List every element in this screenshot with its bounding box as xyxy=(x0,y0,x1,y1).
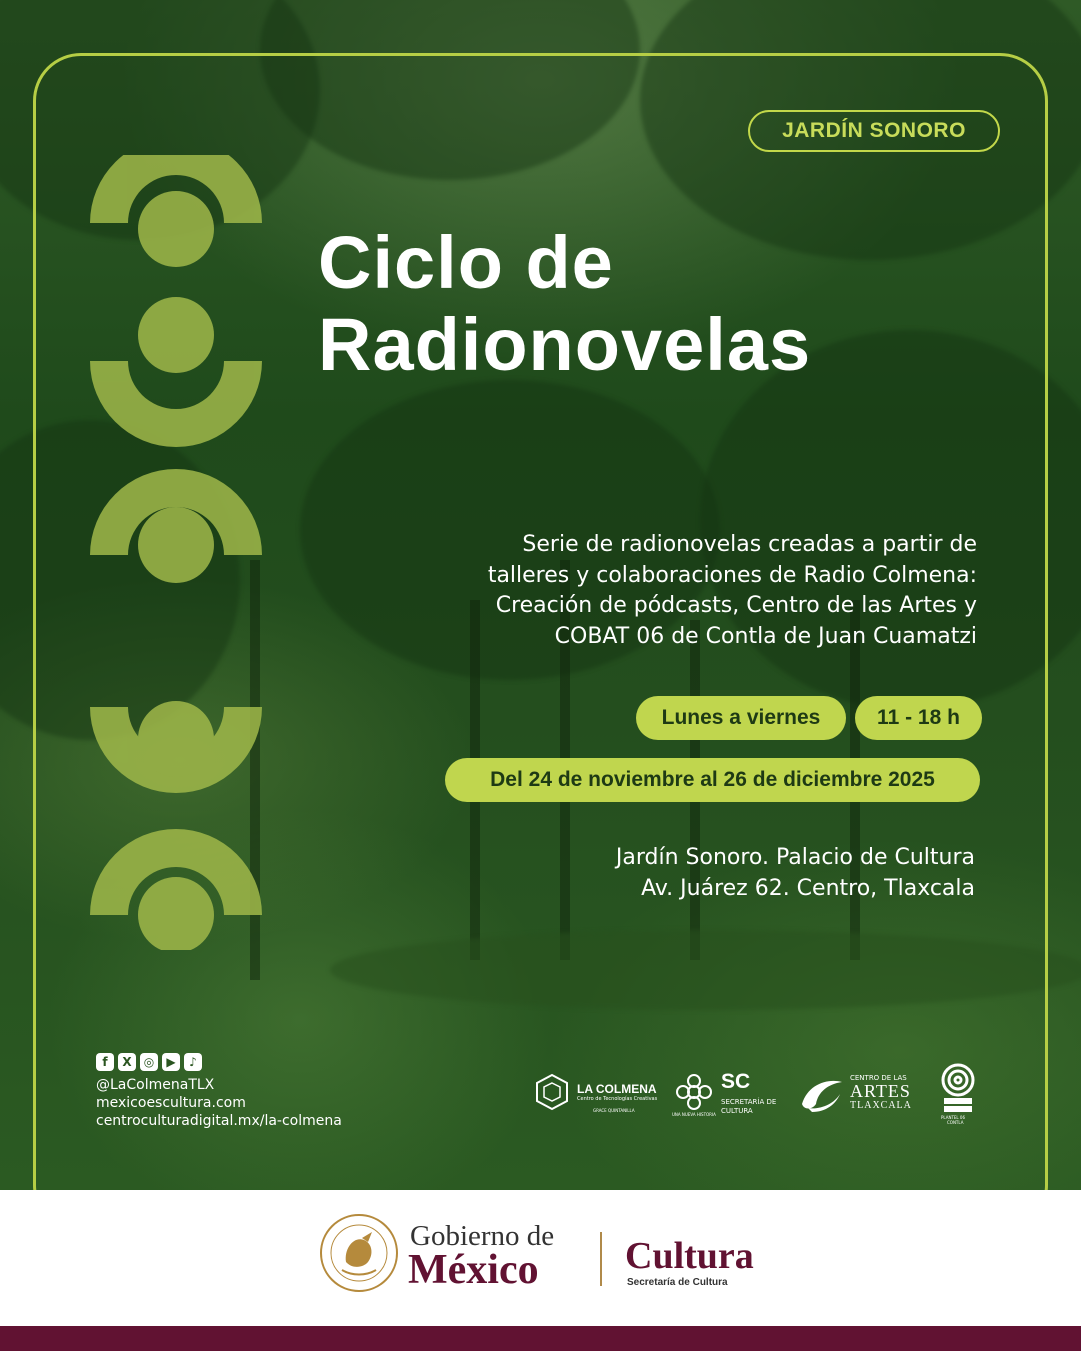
event-description xyxy=(357,530,977,652)
colmena-sub: Centro de Tecnologías Creativas xyxy=(577,1096,658,1102)
website-link[interactable]: mexicoescultura.com xyxy=(96,1095,246,1111)
days-pill: Lunes a viernes xyxy=(636,696,846,740)
title-line-2: Radionovelas xyxy=(318,303,812,386)
x-icon[interactable]: X xyxy=(118,1053,136,1071)
event-tag: JARDÍN SONORO xyxy=(748,110,1000,152)
description-line: Creación de pódcasts, Centro de las Artes y xyxy=(495,593,977,618)
plantel-line1: PLANTEL 06 xyxy=(941,1115,966,1120)
mexico-seal-icon xyxy=(318,1212,400,1294)
facebook-icon[interactable]: f xyxy=(96,1053,114,1071)
plantel-logo xyxy=(938,1062,978,1126)
contact-info xyxy=(96,1076,342,1130)
sc-abbr: SC xyxy=(721,1070,751,1093)
artes-line3: TLAXCALA xyxy=(850,1100,912,1111)
colmena-name: LA COLMENA xyxy=(577,1082,657,1096)
radio-wave-motif xyxy=(90,155,262,950)
artes-line2: ARTES xyxy=(850,1081,911,1101)
footer-divider xyxy=(600,1232,602,1286)
venue-line-2: Av. Juárez 62. Centro, Tlaxcala xyxy=(641,876,975,901)
hexagon-icon xyxy=(535,1073,569,1111)
sc-line1: SECRETARÍA DE xyxy=(721,1098,777,1106)
instagram-icon[interactable]: ◎ xyxy=(140,1053,158,1071)
hours-pill: 11 - 18 h xyxy=(855,696,982,740)
plantel-line2: CONTLA xyxy=(947,1120,964,1125)
cultura-label: Cultura xyxy=(625,1235,754,1277)
social-icons xyxy=(96,1053,202,1071)
dates-pill: Del 24 de noviembre al 26 de diciembre 2025 xyxy=(445,758,980,802)
colmena-sub2: GRACE QUINTANILLA xyxy=(593,1108,635,1113)
gobierno-label: Gobierno de xyxy=(410,1220,555,1252)
venue-address xyxy=(616,842,975,904)
youtube-icon[interactable]: ▶ xyxy=(162,1053,180,1071)
sc-logo xyxy=(672,1070,782,1120)
artes-line1: CENTRO DE LAS xyxy=(850,1074,907,1082)
flower-emblem-icon xyxy=(674,1072,714,1112)
sc-motto: UNA NUEVA HISTORIA xyxy=(672,1112,716,1117)
website-link[interactable]: centroculturadigital.mx/la-colmena xyxy=(96,1113,342,1129)
spiral-emblem-icon xyxy=(938,1062,978,1114)
tiktok-icon[interactable]: ♪ xyxy=(184,1053,202,1071)
cultura-subtitle: Secretaría de Cultura xyxy=(627,1277,728,1288)
description-line: Serie de radionovelas creadas a partir de xyxy=(522,532,977,557)
title-line-1: Ciclo de xyxy=(318,221,614,304)
mexico-label: México xyxy=(408,1247,539,1293)
description-line: talleres y colaboraciones de Radio Colmena: xyxy=(487,562,977,588)
footer-color-bar xyxy=(0,1326,1081,1351)
venue-line-1: Jardín Sonoro. Palacio de Cultura xyxy=(615,845,975,870)
wave-emblem-icon xyxy=(798,1074,844,1112)
description-line: COBAT 06 de Contla de Juan Cuamatzi xyxy=(554,623,977,649)
centro-artes-logo xyxy=(798,1074,923,1114)
sc-line2: CULTURA xyxy=(721,1107,753,1115)
social-handle[interactable]: @LaColmenaTLX xyxy=(96,1077,215,1093)
poster-title xyxy=(318,222,811,386)
colmena-logo xyxy=(535,1073,658,1117)
government-footer xyxy=(0,1190,1081,1326)
